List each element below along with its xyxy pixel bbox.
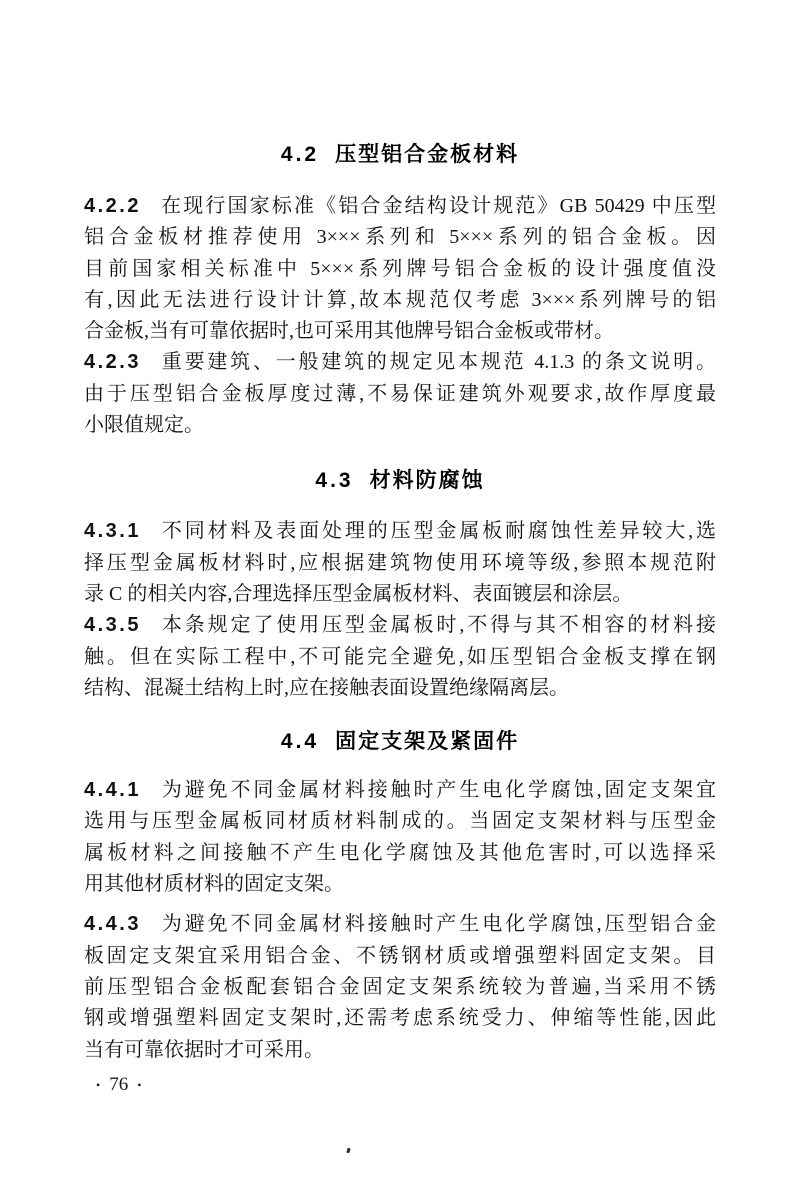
text-line [84,1003,716,1034]
text-line [84,673,716,704]
footer-bullet-left: • [96,1077,101,1092]
section-heading-4-3 [84,468,716,494]
text-line [84,285,716,316]
page-footer [84,1075,716,1095]
page-number: 76 [109,1073,129,1095]
text-line [84,806,716,837]
line-text: 钢或增强塑料固定支架时,还需考虑系统受力、伸缩等性能,因此 [84,1007,716,1030]
line-text: 为避免不同金属材料接触时产生电化学腐蚀,压型铝合金 [158,913,716,936]
text-line [84,379,716,410]
text-line [84,347,716,378]
text-line [84,1035,716,1066]
line-text: 属板材料之间接触不产生电化学腐蚀及其他危害时,可以选择采 [84,841,716,864]
section-number: 4.4 [280,730,320,754]
text-line [84,254,716,285]
line-text: 结构、混凝土结构上时,应在接触表面设置绝缘隔离层。 [84,676,569,699]
section-title: 压型铝合金板材料 [335,143,520,166]
clause-paragraph-4-2-3 [84,347,716,441]
clause-paragraph-4-3-1 [84,516,716,610]
clause-number: 4.3.1 [84,520,141,543]
line-text: 在现行国家标准《铝合金结构设计规范》GB 50429 中压型 [158,195,716,217]
section-title: 固定支架及紧固件 [335,730,520,754]
text-line [84,869,716,900]
page-content [84,0,716,1095]
line-text: 板固定支架宜采用铝合金、不锈钢材质或增强塑料固定支架。目 [84,944,716,967]
scan-artifact-speck [346,1148,350,1154]
text-line [84,579,716,610]
line-text: 不同材料及表面处理的压型金属板耐腐蚀性差异较大,选 [158,520,716,543]
text-line [84,642,716,673]
clause-paragraph-4-4-3 [84,909,716,1065]
line-text: 触。但在实际工程中,不可能完全避免,如压型铝合金板支撑在钢 [84,645,716,668]
text-line [84,548,716,579]
line-text: 目前国家相关标准中 5×××系列牌号铝合金板的设计强度值没 [84,257,716,280]
line-text: 本条规定了使用压型金属板时,不得与其不相容的材料接 [158,614,716,637]
line-text: 前压型铝合金板配套铝合金固定支架系统较为普遍,当采用不锈 [84,975,716,998]
text-line [84,191,716,222]
clause-number: 4.4.1 [84,779,141,802]
footer-bullet-right: • [137,1077,142,1092]
clause-paragraph-4-2-2 [84,191,716,347]
line-text: 当有可靠依据时才可采用。 [84,1038,324,1061]
line-text: 小限值规定。 [84,414,204,437]
line-text: 铝合金板材推荐使用 3×××系列和 5×××系列的铝合金板。因 [84,226,716,249]
clause-number: 4.2.2 [84,195,141,217]
section-number: 4.3 [315,469,354,493]
line-text: 选用与压型金属板同材质材料制成的。当固定支架材料与压型金 [84,810,716,833]
text-line [84,410,716,441]
text-line [84,941,716,972]
line-text: 为避免不同金属材料接触时产生电化学腐蚀,固定支架宜 [158,779,716,802]
line-text: 有,因此无法进行设计计算,故本规范仅考虑 3×××系列牌号的铝 [84,288,716,311]
line-text: 用其他材质材料的固定支架。 [84,873,344,896]
text-line [84,222,716,253]
text-line [84,516,716,547]
line-text: 合金板,当有可靠依据时,也可采用其他牌号铝合金板或带材。 [84,320,614,343]
text-line [84,909,716,940]
section-heading-4-4 [84,729,716,755]
clause-number: 4.3.5 [84,614,141,637]
section-title: 材料防腐蚀 [369,469,485,493]
line-text: 由于压型铝合金板厚度过薄,不易保证建筑外观要求,故作厚度最 [84,382,716,405]
text-line [84,838,716,869]
text-line [84,610,716,641]
clause-paragraph-4-4-1 [84,775,716,900]
clause-number: 4.4.3 [84,913,141,936]
section-heading-4-2 [84,142,716,168]
text-line [84,972,716,1003]
text-line [84,775,716,806]
section-number: 4.2 [280,143,320,166]
clause-paragraph-4-3-5 [84,610,716,704]
line-text: 录 C 的相关内容,合理选择压型金属板材料、表面镀层和涂层。 [84,582,633,605]
clause-number: 4.2.3 [84,351,141,374]
text-line [84,316,716,347]
line-text: 重要建筑、一般建筑的规定见本规范 4.1.3 的条文说明。 [158,351,716,374]
line-text: 择压型金属板材料时,应根据建筑物使用环境等级,参照本规范附 [84,551,716,574]
